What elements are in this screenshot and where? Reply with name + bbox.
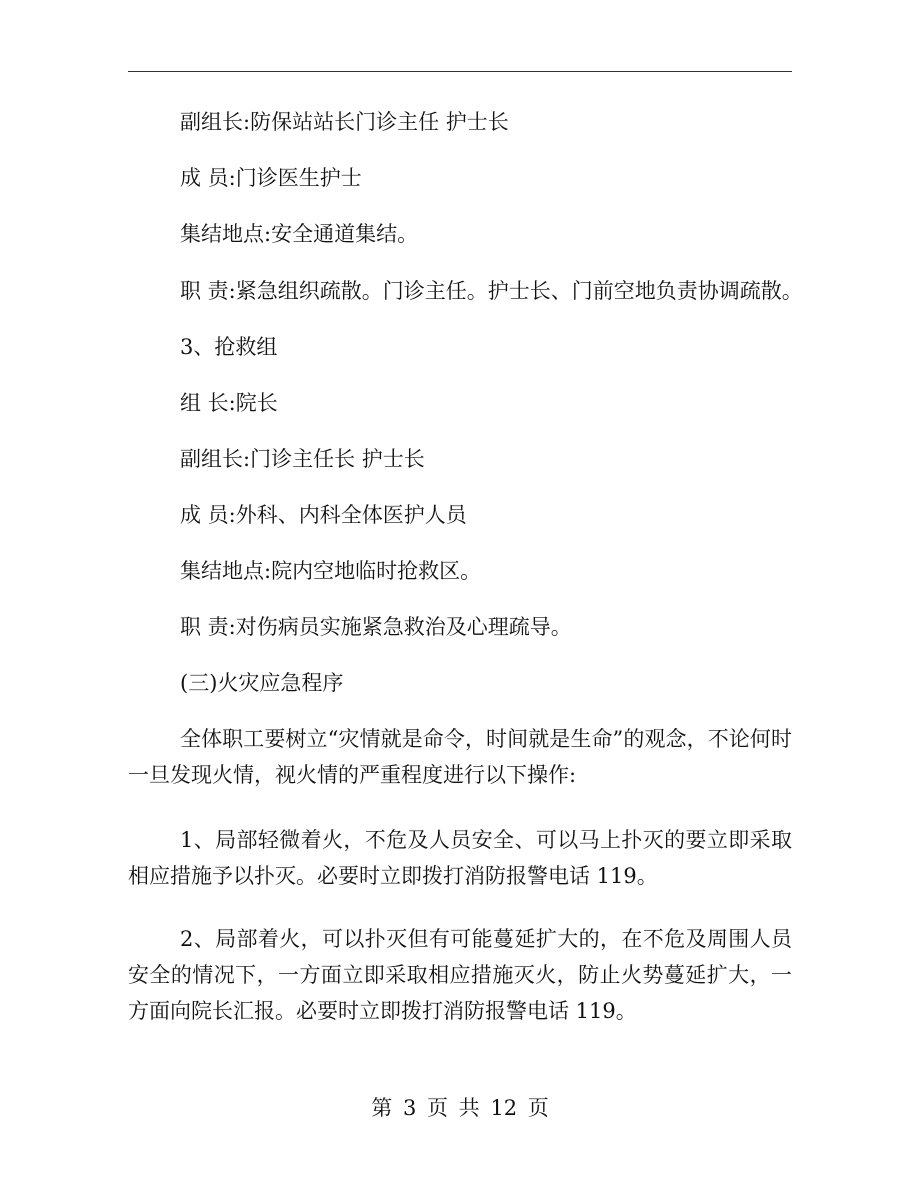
paragraph: 全体职工要树立“灾情就是命令，时间就是生命”的观念，不论何时一旦发现火情，视火情的严重程度进行以下操作: xyxy=(128,727,792,787)
paragraph: 2、局部着火，可以扑灭但有可能蔓延扩大的，在不危及周围人员安全的情况下，一方面立即采取相应措施灭火，防止火势蔓延扩大，一方面向院长汇报。必要时立即拨打消防报警电话 119。 xyxy=(128,927,792,1023)
section-heading: 3、抢救组 xyxy=(180,335,278,359)
header-rule xyxy=(128,71,792,72)
text-line: 组 长:院长 xyxy=(180,391,278,415)
text-line: 职 责:紧急组织疏散。门诊主任。护士长、门前空地负责协调疏散。 xyxy=(180,279,803,303)
text-line: 成 员:外科、内科全体医护人员 xyxy=(180,503,467,527)
paragraph: 1、局部轻微着火，不危及人员安全、可以马上扑灭的要立即采取相应措施予以扑灭。必要时立即拨打消防报警电话 119。 xyxy=(128,828,792,888)
text-line: 副组长:门诊主任长 护士长 xyxy=(180,447,425,471)
section-heading: (三)火灾应急程序 xyxy=(180,671,344,695)
text-line: 集结地点:院内空地临时抢救区。 xyxy=(180,559,482,583)
text-line: 集结地点:安全通道集结。 xyxy=(180,222,419,246)
page-number: 第 3 页 共 12 页 xyxy=(371,1096,549,1120)
text-line: 成 员:门诊医生护士 xyxy=(180,166,362,190)
text-line: 职 责:对伤病员实施紧急救治及心理疏导。 xyxy=(180,615,572,639)
text-line: 副组长:防保站站长门诊主任 护士长 xyxy=(180,110,509,134)
